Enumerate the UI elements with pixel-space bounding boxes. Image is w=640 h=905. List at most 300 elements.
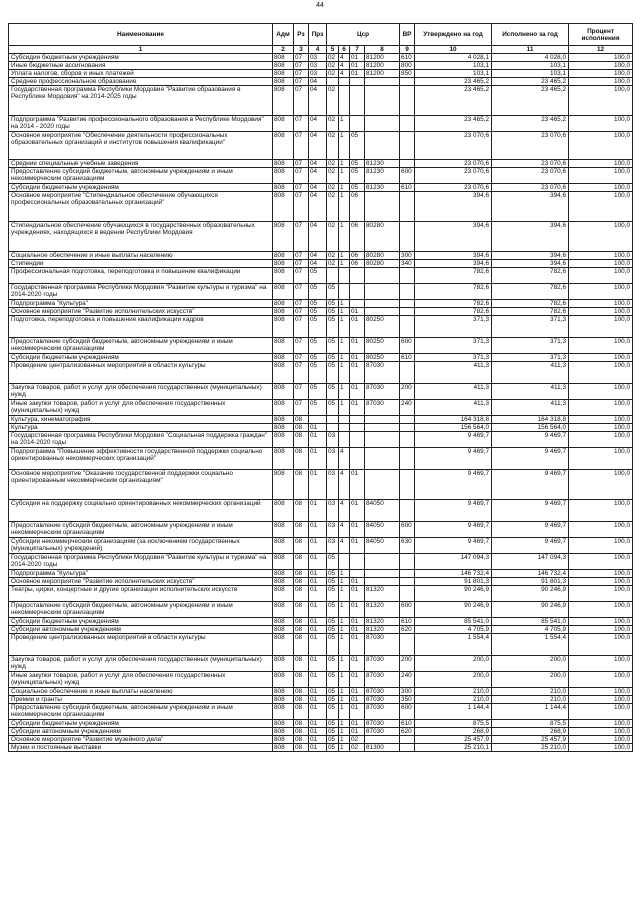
approved-value: 9 469,7 — [415, 432, 492, 448]
csr-program: 05 — [327, 586, 339, 602]
approved-value: 23 070,6 — [415, 184, 492, 192]
row-name: Среднее профессиональное образование — [9, 78, 273, 86]
adm-code: 808 — [273, 184, 294, 192]
adm-code: 808 — [273, 362, 294, 384]
adm-code: 808 — [273, 728, 294, 736]
col-index: 12 — [569, 46, 633, 54]
prz-code: 01 — [309, 728, 327, 736]
executed-value: 371,3 — [492, 338, 569, 354]
adm-code: 808 — [273, 62, 294, 70]
prz-code: 01 — [309, 626, 327, 634]
adm-code: 808 — [273, 308, 294, 316]
approved-value: 23 070,6 — [415, 160, 492, 168]
csr-event: 05 — [350, 168, 365, 184]
adm-code: 808 — [273, 570, 294, 578]
executed-value: 25 210,0 — [492, 744, 569, 752]
csr-sub: 1 — [339, 626, 350, 634]
csr-program: 05 — [327, 736, 339, 744]
prz-code: 01 — [309, 618, 327, 626]
table-row — [9, 400, 633, 416]
csr-event: 01 — [350, 362, 365, 384]
table-row — [9, 586, 633, 602]
table-row — [9, 634, 633, 656]
prz-code: 05 — [309, 362, 327, 384]
csr-event: 01 — [350, 70, 365, 78]
percent-value: 100,0 — [569, 338, 633, 354]
csr-sub — [339, 78, 350, 86]
csr-program — [327, 78, 339, 86]
approved-value: 4 705,9 — [415, 626, 492, 634]
csr-event — [350, 284, 365, 300]
row-name: Субсидии бюджетным учреждениям — [9, 354, 273, 362]
table-row — [9, 672, 633, 688]
approved-value: 164 318,8 — [415, 416, 492, 424]
prz-code: 01 — [309, 538, 327, 554]
row-name: Театры, цирки, концертные и другие организации исполнительских искусств — [9, 586, 273, 602]
table-row — [9, 384, 633, 400]
rz-code: 07 — [294, 268, 309, 284]
percent-value: 100,0 — [569, 62, 633, 70]
row-name: Основное мероприятие "Стипендиальное обеспечение обучающихся профессиональных образовательных организаций" — [9, 192, 273, 222]
rz-code: 07 — [294, 338, 309, 354]
prz-code: 01 — [309, 634, 327, 656]
rz-code: 07 — [294, 354, 309, 362]
table-row — [9, 300, 633, 308]
adm-code: 808 — [273, 656, 294, 672]
percent-value: 100,0 — [569, 78, 633, 86]
csr-program: 02 — [327, 168, 339, 184]
header-executed: Исполнено за год — [492, 24, 569, 46]
approved-value: 156 564,0 — [415, 424, 492, 432]
adm-code: 808 — [273, 384, 294, 400]
adm-code: 808 — [273, 338, 294, 354]
csr-sub: 1 — [339, 184, 350, 192]
adm-code: 808 — [273, 168, 294, 184]
percent-value: 100,0 — [569, 362, 633, 384]
percent-value: 100,0 — [569, 384, 633, 400]
csr-sub: 1 — [339, 300, 350, 308]
executed-value: 23 465,2 — [492, 78, 569, 86]
csr-sub: 1 — [339, 222, 350, 252]
csr-program: 05 — [327, 688, 339, 696]
executed-value: 1 554,4 — [492, 634, 569, 656]
csr-direction: 81300 — [365, 744, 400, 752]
csr-program — [327, 268, 339, 284]
col-index: 1 — [9, 46, 273, 54]
table-row — [9, 316, 633, 338]
prz-code: 04 — [309, 86, 327, 116]
csr-direction: 81230 — [365, 160, 400, 168]
rz-code: 07 — [294, 252, 309, 260]
table-row — [9, 618, 633, 626]
prz-code: 05 — [309, 268, 327, 284]
executed-value: 782,6 — [492, 308, 569, 316]
vr-code — [400, 284, 415, 300]
rz-code: 07 — [294, 78, 309, 86]
approved-value: 1 144,4 — [415, 704, 492, 720]
adm-code: 808 — [273, 578, 294, 586]
vr-code: 610 — [400, 184, 415, 192]
table-row — [9, 62, 633, 70]
approved-value: 782,6 — [415, 300, 492, 308]
vr-code — [400, 470, 415, 500]
csr-event: 01 — [350, 634, 365, 656]
percent-value: 100,0 — [569, 586, 633, 602]
csr-sub: 1 — [339, 116, 350, 132]
col-index: 3 — [294, 46, 309, 54]
csr-direction: 87030 — [365, 400, 400, 416]
vr-code — [400, 432, 415, 448]
col-index: 6 — [339, 46, 350, 54]
csr-program: 03 — [327, 448, 339, 470]
adm-code: 808 — [273, 744, 294, 752]
row-name: Субсидии на поддержку социально ориентированных некоммерческих организаций — [9, 500, 273, 522]
prz-code: 01 — [309, 570, 327, 578]
adm-code: 808 — [273, 672, 294, 688]
csr-program: 02 — [327, 192, 339, 222]
csr-direction: 87030 — [365, 728, 400, 736]
percent-value: 100,0 — [569, 252, 633, 260]
percent-value: 100,0 — [569, 316, 633, 338]
vr-code: 630 — [400, 538, 415, 554]
adm-code: 808 — [273, 554, 294, 570]
vr-code: 620 — [400, 728, 415, 736]
percent-value: 100,0 — [569, 720, 633, 728]
rz-code: 08 — [294, 696, 309, 704]
prz-code: 04 — [309, 160, 327, 168]
prz-code: 01 — [309, 672, 327, 688]
row-name: Предоставление субсидий бюджетным, автономным учреждениям и иным некоммерческим организациям — [9, 522, 273, 538]
col-index: 9 — [400, 46, 415, 54]
csr-sub: 4 — [339, 448, 350, 470]
prz-code: 01 — [309, 696, 327, 704]
csr-sub: 1 — [339, 688, 350, 696]
table-row — [9, 78, 633, 86]
csr-program: 05 — [327, 570, 339, 578]
executed-value: 9 469,7 — [492, 432, 569, 448]
adm-code: 808 — [273, 626, 294, 634]
csr-event: 01 — [350, 696, 365, 704]
csr-program: 05 — [327, 618, 339, 626]
csr-event: 01 — [350, 316, 365, 338]
csr-direction: 84050 — [365, 538, 400, 554]
executed-value: 146 732,4 — [492, 570, 569, 578]
executed-value: 156 564,0 — [492, 424, 569, 432]
csr-program: 03 — [327, 522, 339, 538]
percent-value: 100,0 — [569, 570, 633, 578]
vr-code: 200 — [400, 384, 415, 400]
rz-code: 08 — [294, 424, 309, 432]
prz-code: 04 — [309, 260, 327, 268]
prz-code: 01 — [309, 432, 327, 448]
percent-value: 100,0 — [569, 116, 633, 132]
approved-value: 25 457,9 — [415, 736, 492, 744]
header-name: Наименование — [9, 24, 273, 46]
approved-value: 200,0 — [415, 672, 492, 688]
csr-event — [350, 116, 365, 132]
rz-code: 07 — [294, 308, 309, 316]
prz-code: 03 — [309, 62, 327, 70]
csr-event: 01 — [350, 62, 365, 70]
executed-value: 164 318,8 — [492, 416, 569, 424]
prz-code: 01 — [309, 704, 327, 720]
executed-value: 9 469,7 — [492, 500, 569, 522]
approved-value: 394,6 — [415, 192, 492, 222]
prz-code: 01 — [309, 470, 327, 500]
prz-code: 04 — [309, 184, 327, 192]
adm-code: 808 — [273, 300, 294, 308]
adm-code: 808 — [273, 448, 294, 470]
csr-event: 01 — [350, 54, 365, 62]
table-row — [9, 554, 633, 570]
prz-code: 05 — [309, 354, 327, 362]
percent-value: 100,0 — [569, 86, 633, 116]
prz-code: 05 — [309, 400, 327, 416]
csr-event: 01 — [350, 308, 365, 316]
csr-program: 05 — [327, 626, 339, 634]
approved-value: 4 028,1 — [415, 54, 492, 62]
vr-code — [400, 448, 415, 470]
vr-code: 610 — [400, 720, 415, 728]
executed-value: 1 144,4 — [492, 704, 569, 720]
csr-sub: 1 — [339, 578, 350, 586]
csr-direction — [365, 736, 400, 744]
csr-sub: 4 — [339, 538, 350, 554]
row-name: Государственная программа Республики Мордовия "Развитие культуры и туризма" на 2014-2020 годы — [9, 554, 273, 570]
prz-code: 05 — [309, 300, 327, 308]
csr-event: 01 — [350, 720, 365, 728]
adm-code: 808 — [273, 432, 294, 448]
approved-value: 200,0 — [415, 656, 492, 672]
percent-value: 100,0 — [569, 704, 633, 720]
row-name: Основное мероприятие "Развитие исполнительских искусств" — [9, 578, 273, 586]
vr-code: 610 — [400, 618, 415, 626]
approved-value: 875,5 — [415, 720, 492, 728]
csr-program — [327, 424, 339, 432]
vr-code: 800 — [400, 62, 415, 70]
table-row — [9, 704, 633, 720]
csr-event: 01 — [350, 704, 365, 720]
prz-code: 04 — [309, 192, 327, 222]
row-name: Проведение централизованных мероприятий в области культуры — [9, 634, 273, 656]
csr-direction — [365, 78, 400, 86]
col-index: 11 — [492, 46, 569, 54]
prz-code: 04 — [309, 168, 327, 184]
table-row — [9, 260, 633, 268]
rz-code: 08 — [294, 470, 309, 500]
executed-value: 9 469,7 — [492, 470, 569, 500]
csr-sub: 1 — [339, 744, 350, 752]
csr-sub: 1 — [339, 354, 350, 362]
vr-code — [400, 308, 415, 316]
csr-program: 03 — [327, 500, 339, 522]
approved-value: 210,0 — [415, 696, 492, 704]
executed-value: 91 801,3 — [492, 578, 569, 586]
row-name: Субсидии бюджетным учреждениям — [9, 618, 273, 626]
approved-value: 782,6 — [415, 284, 492, 300]
adm-code: 808 — [273, 316, 294, 338]
vr-code — [400, 192, 415, 222]
csr-direction — [365, 116, 400, 132]
executed-value: 23 465,2 — [492, 86, 569, 116]
vr-code: 240 — [400, 672, 415, 688]
csr-direction — [365, 424, 400, 432]
vr-code — [400, 78, 415, 86]
csr-program: 05 — [327, 744, 339, 752]
approved-value: 103,1 — [415, 70, 492, 78]
executed-value: 23 070,6 — [492, 160, 569, 168]
executed-value: 90 246,9 — [492, 602, 569, 618]
csr-sub: 4 — [339, 70, 350, 78]
table-row — [9, 168, 633, 184]
csr-program: 05 — [327, 578, 339, 586]
csr-program: 05 — [327, 696, 339, 704]
page-number: 44 — [316, 2, 324, 9]
rz-code: 08 — [294, 634, 309, 656]
csr-direction — [365, 432, 400, 448]
col-index: 7 — [350, 46, 365, 54]
adm-code: 808 — [273, 538, 294, 554]
adm-code: 808 — [273, 688, 294, 696]
adm-code: 808 — [273, 634, 294, 656]
rz-code: 07 — [294, 284, 309, 300]
rz-code: 08 — [294, 744, 309, 752]
executed-value: 23 465,2 — [492, 116, 569, 132]
csr-direction: 80250 — [365, 354, 400, 362]
percent-value: 100,0 — [569, 260, 633, 268]
prz-code: 05 — [309, 308, 327, 316]
vr-code: 300 — [400, 688, 415, 696]
vr-code: 620 — [400, 626, 415, 634]
csr-direction: 81230 — [365, 184, 400, 192]
approved-value: 411,3 — [415, 400, 492, 416]
row-name: Социальное обеспечение и иные выплаты населению — [9, 252, 273, 260]
rz-code: 07 — [294, 184, 309, 192]
csr-event — [350, 86, 365, 116]
csr-sub: 1 — [339, 672, 350, 688]
rz-code: 07 — [294, 222, 309, 252]
csr-direction: 81200 — [365, 54, 400, 62]
approved-value: 85 541,0 — [415, 618, 492, 626]
table-row — [9, 578, 633, 586]
adm-code: 808 — [273, 160, 294, 168]
adm-code: 808 — [273, 132, 294, 160]
percent-value: 100,0 — [569, 184, 633, 192]
approved-value: 782,6 — [415, 308, 492, 316]
row-name: Подготовка, переподготовка и повышение квалификации кадров — [9, 316, 273, 338]
table-row — [9, 338, 633, 354]
rz-code: 07 — [294, 168, 309, 184]
prz-code: 01 — [309, 720, 327, 728]
csr-program: 05 — [327, 300, 339, 308]
vr-code: 600 — [400, 602, 415, 618]
approved-value: 411,3 — [415, 362, 492, 384]
header-approved: Утверждено на год — [415, 24, 492, 46]
csr-event: 02 — [350, 744, 365, 752]
csr-sub: 1 — [339, 338, 350, 354]
csr-event — [350, 570, 365, 578]
csr-direction: 81200 — [365, 70, 400, 78]
csr-sub: 1 — [339, 736, 350, 744]
csr-sub: 1 — [339, 260, 350, 268]
csr-direction — [365, 570, 400, 578]
prz-code: 04 — [309, 252, 327, 260]
row-name: Субсидии бюджетным учреждениям — [9, 720, 273, 728]
csr-program — [327, 416, 339, 424]
table-row — [9, 362, 633, 384]
table-row — [9, 626, 633, 634]
table-row — [9, 728, 633, 736]
approved-value: 25 210,1 — [415, 744, 492, 752]
executed-value: 103,1 — [492, 70, 569, 78]
header-vr: ВР — [400, 24, 415, 46]
row-name: Премии и гранты — [9, 696, 273, 704]
csr-sub: 4 — [339, 470, 350, 500]
csr-event: 01 — [350, 470, 365, 500]
rz-code: 08 — [294, 416, 309, 424]
row-name: Субсидии автономным учреждениям — [9, 728, 273, 736]
csr-event: 01 — [350, 672, 365, 688]
row-name: Основное мероприятие "Развитие музейного дела" — [9, 736, 273, 744]
row-name: Государственная программа Республики Мордовия "Социальная поддержка граждан" на 2014-2020 годы — [9, 432, 273, 448]
executed-value: 371,3 — [492, 316, 569, 338]
col-index: 4 — [309, 46, 327, 54]
executed-value: 90 246,9 — [492, 586, 569, 602]
approved-value: 394,6 — [415, 260, 492, 268]
rz-code: 08 — [294, 586, 309, 602]
adm-code: 808 — [273, 602, 294, 618]
adm-code: 808 — [273, 354, 294, 362]
csr-sub — [339, 284, 350, 300]
csr-sub: 1 — [339, 316, 350, 338]
csr-event: 01 — [350, 728, 365, 736]
csr-program: 02 — [327, 54, 339, 62]
csr-direction — [365, 300, 400, 308]
csr-program: 05 — [327, 728, 339, 736]
table-row — [9, 656, 633, 672]
vr-code — [400, 362, 415, 384]
percent-value: 100,0 — [569, 168, 633, 184]
csr-event — [350, 424, 365, 432]
adm-code: 808 — [273, 470, 294, 500]
executed-value: 103,1 — [492, 62, 569, 70]
row-name: Предоставление субсидий бюджетным, автономным учреждениям и иным некоммерческим организациям — [9, 704, 273, 720]
approved-value: 394,6 — [415, 252, 492, 260]
csr-program: 05 — [327, 362, 339, 384]
row-name: Культура, кинематография — [9, 416, 273, 424]
csr-direction — [365, 268, 400, 284]
approved-value: 9 469,7 — [415, 522, 492, 538]
csr-program: 02 — [327, 252, 339, 260]
row-name: Субсидии бюджетным учреждениям — [9, 54, 273, 62]
csr-sub: 4 — [339, 500, 350, 522]
csr-sub — [339, 432, 350, 448]
csr-direction — [365, 132, 400, 160]
vr-code — [400, 160, 415, 168]
prz-code: 01 — [309, 736, 327, 744]
percent-value: 100,0 — [569, 578, 633, 586]
csr-direction: 80250 — [365, 316, 400, 338]
rz-code: 07 — [294, 260, 309, 268]
adm-code: 808 — [273, 268, 294, 284]
csr-program: 05 — [327, 656, 339, 672]
adm-code: 808 — [273, 222, 294, 252]
vr-code: 600 — [400, 338, 415, 354]
percent-value: 100,0 — [569, 132, 633, 160]
csr-event: 01 — [350, 522, 365, 538]
csr-event: 01 — [350, 656, 365, 672]
table-row — [9, 500, 633, 522]
